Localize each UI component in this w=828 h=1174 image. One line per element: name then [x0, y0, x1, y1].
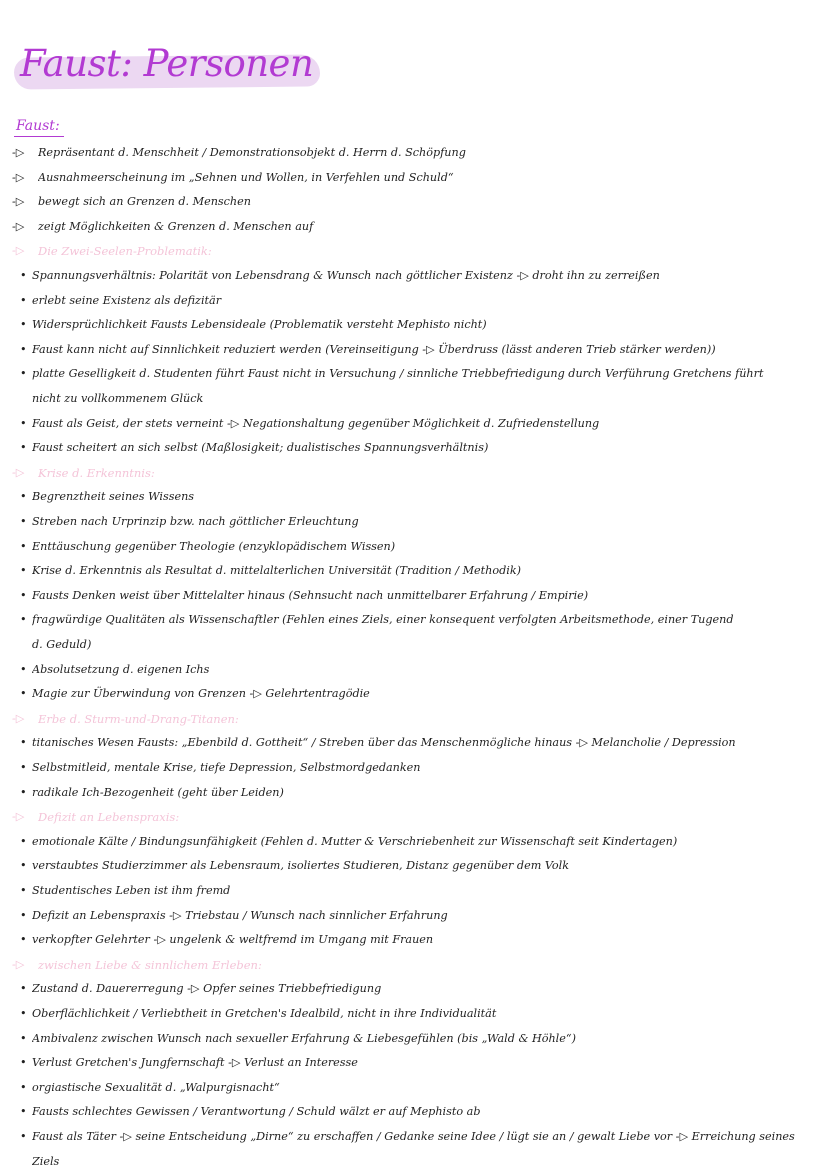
- line-text: Erbe d. Sturm-und-Drang-Titanen:: [38, 711, 239, 726]
- line-text: Ziels: [32, 1154, 60, 1168]
- line-text: Repräsentant d. Menschheit / Demonstrationsobjekt d. Herrn d. Schöpfung: [38, 146, 466, 159]
- note-line: [0, 658, 828, 683]
- bullet-marker: •: [20, 293, 27, 307]
- note-line: [0, 559, 828, 584]
- line-text: Faust scheitert an sich selbst (Maßlosigkeit; dualistisches Spannungsverhältnis): [32, 441, 489, 455]
- note-line: [0, 510, 828, 535]
- note-line: [0, 166, 828, 191]
- bullet-marker: •: [20, 342, 27, 356]
- note-line: [0, 289, 828, 314]
- line-text: Absolutsetzung d. eigenen Ichs: [32, 662, 210, 676]
- line-text: Studentisches Leben ist ihm fremd: [32, 884, 231, 897]
- bullet-marker: •: [20, 662, 27, 676]
- line-text: verkopfter Gelehrter -▷ ungelenk & weltfremd im Umgang mit Frauen: [32, 933, 434, 947]
- note-line: [0, 1076, 828, 1101]
- line-text: Ausnahmeerscheinung im „Sehnen und Wollen, in Verfehlen und Schuld“: [38, 170, 454, 184]
- bullet-marker: •: [20, 736, 27, 750]
- bullet-marker: •: [20, 1007, 27, 1020]
- bullet-marker: •: [20, 318, 27, 332]
- bullet-marker: •: [20, 416, 27, 430]
- line-text: Enttäuschung gegenüber Theologie (enzyklopädischem Wissen): [32, 539, 396, 553]
- bullet-marker: •: [20, 908, 27, 922]
- note-line: [0, 1100, 828, 1125]
- line-text: Fausts schlechtes Gewissen / Verantwortung / Schuld wälzt er auf Mephisto ab: [32, 1105, 481, 1119]
- arrow-marker: -▷: [12, 146, 25, 159]
- note-line: [0, 1002, 828, 1027]
- line-text: Faust als Täter -▷ seine Entscheidung „Dirne“ zu erschaffen / Gedanke seine Idee / lügt sie an / gewalt Liebe vor -▷ Erreichung seines: [32, 1130, 795, 1143]
- arrow-marker: -▷: [12, 195, 25, 209]
- bullet-marker: •: [20, 564, 27, 578]
- line-text: Defizit an Lebenspraxis -▷ Triebstau / Wunsch nach sinnlicher Erfahrung: [32, 908, 448, 922]
- line-text: orgiastische Sexualität d. „Walpurgisnacht“: [32, 1080, 280, 1094]
- line-text: Streben nach Urprinzip bzw. nach göttlicher Erleuchtung: [32, 515, 359, 528]
- bullet-marker: •: [20, 588, 27, 602]
- note-line: [0, 830, 828, 855]
- subheading-line: [0, 805, 828, 830]
- bullet-marker: •: [20, 834, 27, 848]
- line-text: radikale Ich-Bezogenheit (geht über Leiden): [32, 785, 284, 799]
- continuation-line: [0, 633, 828, 658]
- line-text: Zustand d. Dauererregung -▷ Opfer seines Triebbefriedigung: [32, 982, 382, 996]
- note-line: [0, 485, 828, 510]
- line-text: Begrenztheit seines Wissens: [32, 490, 195, 504]
- bullet-marker: •: [20, 884, 27, 897]
- note-line: [0, 608, 828, 633]
- continuation-line: [0, 1150, 828, 1174]
- note-line: [0, 141, 828, 166]
- bullet-marker: •: [20, 441, 27, 455]
- line-text: d. Geduld): [32, 638, 92, 651]
- note-line: [0, 338, 828, 363]
- subheading-line: [0, 461, 828, 486]
- line-text: zeigt Möglichkeiten & Grenzen d. Menschen auf: [38, 219, 314, 233]
- note-line: [0, 928, 828, 953]
- bullet-marker: •: [20, 613, 27, 627]
- bullet-marker: •: [20, 515, 27, 528]
- line-text: Ambivalenz zwischen Wunsch nach sexueller Erfahrung & Liebesgefühlen (bis „Wald & Höhle“): [32, 1031, 576, 1045]
- note-line: [0, 1051, 828, 1076]
- line-text: Verlust Gretchen's Jungfernschaft -▷ Verlust an Interesse: [32, 1056, 358, 1070]
- line-text: Widersprüchlichkeit Fausts Lebensideale (Problematik versteht Mephisto nicht): [32, 318, 487, 332]
- section-heading: Faust:: [16, 118, 60, 134]
- line-text: erlebt seine Existenz als defizitär: [32, 293, 222, 307]
- line-text: Faust als Geist, der stets verneint -▷ Negationshaltung gegenüber Möglichkeit d. Zufriedenstellung: [32, 416, 600, 430]
- note-line: [0, 362, 828, 387]
- line-text: verstaubtes Studierzimmer als Lebensraum, isoliertes Studieren, Distanz gegenüber dem Volk: [32, 859, 569, 873]
- subheading-line: [0, 239, 828, 264]
- bullet-marker: •: [20, 1105, 27, 1119]
- bullet-marker: •: [20, 539, 27, 553]
- note-line: [0, 412, 828, 437]
- note-line: [0, 854, 828, 879]
- bullet-marker: •: [20, 367, 27, 381]
- note-line: [0, 879, 828, 904]
- note-line: [0, 731, 828, 756]
- note-line: [0, 682, 828, 707]
- line-text: emotionale Kälte / Bindungsunfähigkeit (Fehlen d. Mutter & Verschriebenheit zur Wissenschaft seit Kindertagen): [32, 834, 678, 848]
- line-text: Faust kann nicht auf Sinnlichkeit reduziert werden (Vereinseitigung -▷ Überdruss (lässt anderen Trieb stärker werden)): [32, 342, 716, 356]
- note-line: [0, 535, 828, 560]
- note-line: [0, 1027, 828, 1052]
- note-line: [0, 904, 828, 929]
- line-text: bewegt sich an Grenzen d. Menschen: [38, 195, 251, 209]
- line-text: Krise d. Erkenntnis als Resultat d. mittelalterlichen Universität (Tradition / Methodik): [32, 564, 521, 578]
- line-text: zwischen Liebe & sinnlichem Erleben:: [38, 957, 262, 972]
- line-text: Magie zur Überwindung von Grenzen -▷ Gelehrtentragödie: [32, 687, 370, 701]
- line-text: titanisches Wesen Fausts: „Ebenbild d. Gottheit“ / Streben über das Menschenmögliche hinaus -▷ Melancholie / Depression: [32, 736, 736, 750]
- line-text: Die Zwei-Seelen-Problematik:: [38, 244, 212, 259]
- line-text: nicht zu vollkommenem Glück: [32, 392, 204, 405]
- bullet-marker: •: [20, 687, 27, 701]
- bullet-marker: •: [20, 982, 27, 996]
- note-line: [0, 215, 828, 240]
- arrow-marker: -▷: [12, 170, 25, 184]
- subheading-line: [0, 953, 828, 978]
- bullet-marker: •: [20, 785, 27, 799]
- bullet-marker: •: [20, 490, 27, 504]
- arrow-marker: -▷: [12, 957, 25, 971]
- line-text: fragwürdige Qualitäten als Wissenschaftler (Fehlen eines Ziels, einer konsequent verfolgten Arbeitsmethode, einer Tugend: [32, 613, 734, 627]
- bullet-marker: •: [20, 859, 27, 873]
- note-line: [0, 1125, 828, 1150]
- line-text: Spannungsverhältnis: Polarität von Lebensdrang & Wunsch nach göttlicher Existenz -▷ droht ihn zu zerreißen: [32, 269, 660, 282]
- page-title: Faust: Personen: [20, 42, 314, 85]
- arrow-marker: -▷: [12, 711, 25, 725]
- bullet-marker: •: [20, 1031, 27, 1045]
- note-line: [0, 313, 828, 338]
- line-text: Oberflächlichkeit / Verliebtheit in Gretchen's Idealbild, nicht in ihre Individualität: [32, 1007, 497, 1020]
- bullet-marker: •: [20, 1056, 27, 1070]
- line-text: Fausts Denken weist über Mittelalter hinaus (Sehnsucht nach unmittelbarer Erfahrung / Empirie): [32, 588, 589, 602]
- subheading-line: [0, 707, 828, 732]
- note-line: [0, 781, 828, 806]
- line-text: platte Geselligkeit d. Studenten führt Faust nicht in Versuchung / sinnliche Triebbefriedigung durch Verführung Gretchens führt: [32, 367, 764, 381]
- arrow-marker: -▷: [12, 219, 25, 233]
- bullet-marker: •: [20, 761, 27, 774]
- bullet-marker: •: [20, 1130, 27, 1143]
- bullet-marker: •: [20, 1080, 27, 1094]
- arrow-marker: -▷: [12, 810, 25, 824]
- note-line: [0, 756, 828, 781]
- line-text: Defizit an Lebenspraxis:: [38, 810, 180, 825]
- note-line: [0, 436, 828, 461]
- bullet-marker: •: [20, 269, 27, 282]
- note-line: [0, 584, 828, 609]
- note-line: [0, 264, 828, 289]
- line-text: Krise d. Erkenntnis:: [38, 465, 155, 480]
- arrow-marker: -▷: [12, 244, 25, 258]
- bullet-marker: •: [20, 933, 27, 947]
- arrow-marker: -▷: [12, 465, 25, 479]
- line-text: Selbstmitleid, mentale Krise, tiefe Depression, Selbstmordgedanken: [32, 761, 421, 774]
- note-line: [0, 977, 828, 1002]
- continuation-line: [0, 387, 828, 412]
- note-line: [0, 190, 828, 215]
